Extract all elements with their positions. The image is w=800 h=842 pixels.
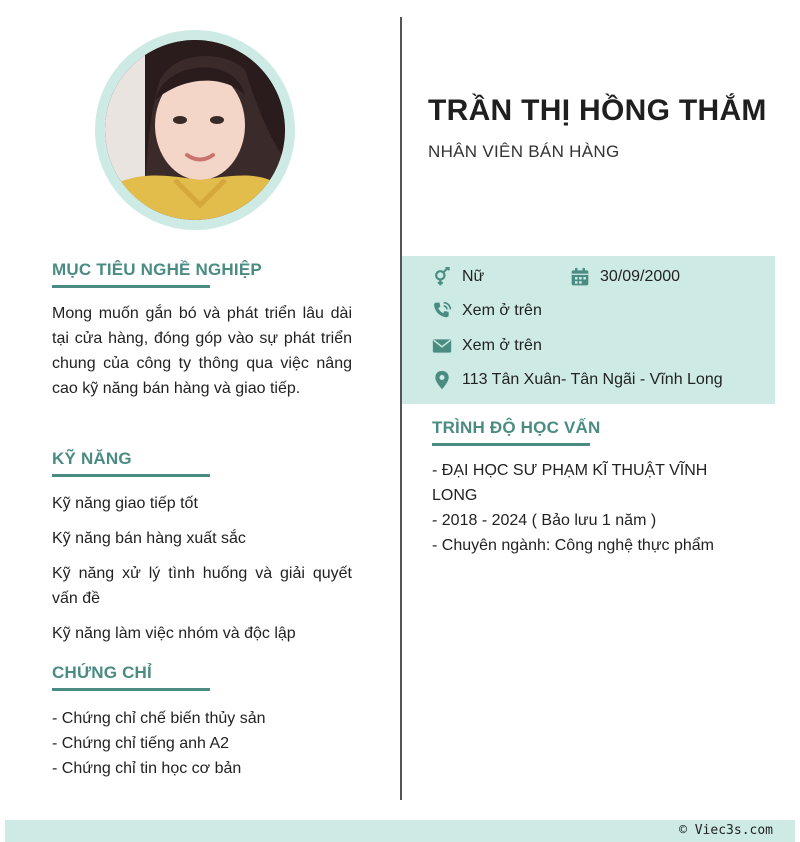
education-item: - ĐẠI HỌC SƯ PHẠM KĨ THUẬT VĨNH LONG [432,462,708,504]
footer-watermark[interactable]: © Viec3s.com [679,823,773,838]
certificates-title: CHỨNG CHỈ [52,663,152,682]
objective-underline [52,285,210,288]
education-list [432,458,732,558]
contact-phone [432,301,542,321]
column-divider [400,17,402,800]
contact-email [432,336,542,356]
objective-title: MỤC TIÊU NGHỀ NGHIỆP [52,260,262,279]
avatar-photo [105,40,285,220]
objective-text: Mong muốn gắn bó và phát triển lâu dài tại cửa hàng, đóng góp vào sự phát triển chung của công ty thông qua việc nâng cao kỹ năng bán hàng và giao tiếp. [52,305,352,397]
contact-gender [432,267,484,287]
address-value: 113 Tân Xuân- Tân Ngãi - Vĩnh Long [462,371,723,388]
email-icon [432,336,452,356]
birthday-value: 30/09/2000 [600,268,681,285]
education-item: - Chuyên ngành: Công nghệ thực phẩm [432,537,715,554]
education-underline [432,443,590,446]
gender-value: Nữ [462,268,485,285]
skills-underline [52,474,210,477]
gender-icon [432,267,452,287]
skill-item: Kỹ năng làm việc nhóm và độc lập [52,625,296,642]
education-item: - 2018 - 2024 ( Bảo lưu 1 năm ) [432,512,657,529]
location-icon [432,370,452,390]
skills-title: KỸ NĂNG [52,449,132,468]
skill-item: Kỹ năng xử lý tình huống và giải quyết vấn đề [52,565,352,607]
certificate-item: - Chứng chỉ chế biến thủy sản [52,710,266,727]
calendar-icon [570,267,590,287]
certificate-item: - Chứng chỉ tin học cơ bản [52,760,242,777]
contact-address [432,370,723,390]
contact-panel [402,256,775,404]
footer-bar [5,820,795,842]
objective-section [52,260,352,401]
skills-list [52,491,352,646]
avatar-frame [95,30,295,230]
skills-section [52,449,352,646]
skill-item: Kỹ năng giao tiếp tốt [52,495,198,512]
phone-icon [432,301,452,321]
candidate-name: TRẦN THỊ HỒNG THẮM [428,94,767,127]
candidate-role: NHÂN VIÊN BÁN HÀNG [428,142,620,161]
email-value: Xem ở trên [462,337,542,354]
contact-birthday [570,267,680,287]
certificates-list [52,706,352,781]
skill-item: Kỹ năng bán hàng xuất sắc [52,530,246,547]
certificate-item: - Chứng chỉ tiếng anh A2 [52,735,230,752]
phone-value: Xem ở trên [462,302,542,319]
education-section [432,418,752,558]
certificates-underline [52,688,210,691]
avatar [105,40,285,220]
education-title: TRÌNH ĐỘ HỌC VẤN [432,418,601,437]
certificates-section [52,663,352,781]
